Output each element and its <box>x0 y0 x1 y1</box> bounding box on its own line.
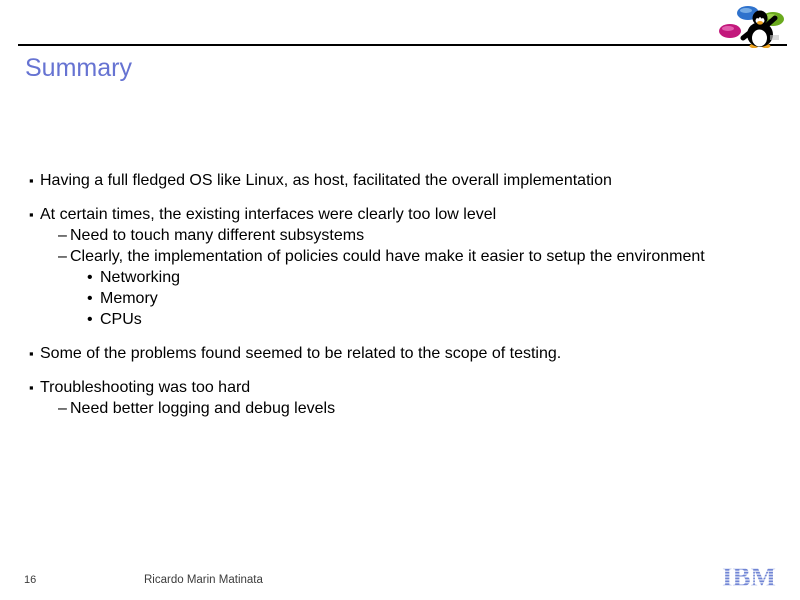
bullet-item <box>87 288 745 309</box>
bullet-text: CPUs <box>100 311 142 328</box>
bullet-item <box>29 204 745 225</box>
bullet-marker: • <box>87 311 93 328</box>
bullet-text: Need to touch many different subsystems <box>70 227 365 244</box>
bullet-text: Having a full fledged OS like Linux, as host, facilitated the overall implementation <box>40 172 612 189</box>
bullet-item <box>58 246 745 267</box>
bullet-marker: • <box>87 269 93 286</box>
bullet-item <box>87 267 745 288</box>
ibm-logo-svg <box>721 563 781 591</box>
bullet-marker: ▪ <box>29 207 34 222</box>
bullet-item <box>29 343 745 364</box>
magenta-ball-icon <box>719 24 741 38</box>
bullet-text: At certain times, the existing interfaces were clearly too low level <box>40 206 497 223</box>
bullet-marker: – <box>58 400 67 417</box>
footer-page-number: 16 <box>24 574 37 586</box>
bullet-text: Memory <box>100 290 158 307</box>
tux-juggling-svg <box>710 2 792 48</box>
bullet-item <box>29 170 745 191</box>
bullet-marker: – <box>58 227 67 244</box>
ibm-logo-icon <box>721 563 781 591</box>
bullet-marker: • <box>87 290 93 307</box>
bullet-item <box>58 225 745 246</box>
bullet-text: Networking <box>100 269 181 286</box>
bullet-marker: ▪ <box>29 380 34 395</box>
footer-author: Ricardo Marin Matinata <box>144 574 263 586</box>
bullet-text: Some of the problems found seemed to be related to the scope of testing. <box>40 345 562 362</box>
page-title: Summary <box>25 54 132 82</box>
bullet-item <box>87 309 745 330</box>
bullet-text: Clearly, the implementation of policies could have make it easier to setup the environment <box>70 248 705 265</box>
penguin-beak-icon <box>757 21 763 25</box>
bullet-item <box>29 377 745 398</box>
bullet-marker: ▪ <box>29 173 34 188</box>
tux-juggling-icon <box>710 2 792 48</box>
bullet-text: Need better logging and debug levels <box>70 400 336 417</box>
bullet-list <box>0 157 745 419</box>
tiny-ibm-mark <box>770 35 779 40</box>
bullet-marker: ▪ <box>29 346 34 361</box>
bullet-item <box>58 398 745 419</box>
header-rule <box>18 44 787 46</box>
bullet-marker: – <box>58 248 67 265</box>
ibm-logo-text: IBM <box>722 563 776 591</box>
bullet-text: Troubleshooting was too hard <box>40 379 251 396</box>
